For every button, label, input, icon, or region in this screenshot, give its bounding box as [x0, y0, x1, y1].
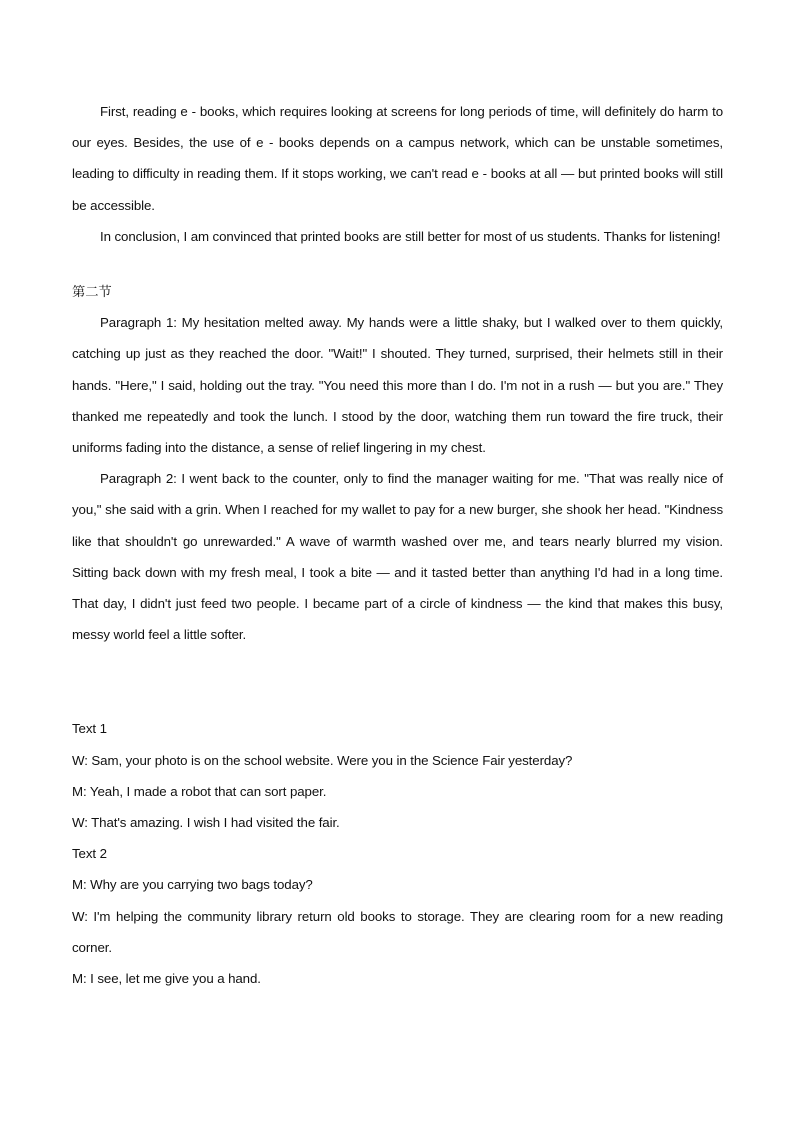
paragraph-text: My hesitation melted away. My hands were a little shaky, but I walked over to them quickly, catching up just as they reached the door. "Wait!" I shouted. They turned, surprised, their helmets still in their hands. "Here," I said, holding out the tray. "You need this more than I do. I'm not in a rush — but you are." They thanked me repeatedly and took the lunch. I stood by the door, watching them run toward the fire truck, their uniforms fading into the distance, a sense of relief lingering in my chest.: [72, 315, 724, 456]
document-page: [72, 96, 723, 994]
transcript-line: M: Why are you carrying two bags today?: [72, 877, 313, 893]
paragraph-label: Paragraph 1:: [100, 315, 177, 331]
section-heading: 第二节: [72, 284, 112, 300]
transcript-title: Text 1: [72, 721, 107, 737]
continuation-paragraph-1: [72, 307, 723, 463]
continuation-paragraph-2: [72, 463, 723, 650]
transcript-line: W: Sam, your photo is on the school website. Were you in the Science Fair yesterday?: [72, 752, 573, 768]
paragraph-label: Paragraph 2:: [100, 471, 177, 487]
paragraph-text: I went back to the counter, only to find the manager waiting for me. "That was really nice of you," she said with a grin. When I reached for my wallet to pay for a new burger, she shook her head. "Kindness like that shouldn't go unrewarded." A wave of warmth washed over me, and tears nearly blurred my vision. Sitting back down with my fresh meal, I took a bite — and it tasted better than anything I'd had in a long time. That day, I didn't just feed two people. I became part of a circle of kindness — the kind that makes this busy, messy world feel a little softer.: [72, 471, 723, 643]
transcript-line: W: That's amazing. I wish I had visited the fair.: [72, 815, 340, 831]
essay-paragraph-body: First, reading e - books, which requires looking at screens for long periods of time, will definitely do harm to our eyes. Besides, the use of e - books depends on a campus network, which can be unstable sometimes, leading to difficulty in reading them. If it stops working, we can't read e - books at all — but printed books will still be accessible.: [72, 104, 723, 213]
essay-paragraph-conclusion: In conclusion, I am convinced that printed books are still better for most of us students. Thanks for listening!: [100, 228, 721, 244]
spacer: [72, 650, 723, 713]
transcript-line: W: I'm helping the community library return old books to storage. They are clearing room for a new reading corner.: [72, 908, 723, 955]
transcript-title: Text 2: [72, 846, 107, 862]
transcript-line: M: Yeah, I made a robot that can sort paper.: [72, 783, 327, 799]
transcript-line: M: I see, let me give you a hand.: [72, 971, 261, 987]
